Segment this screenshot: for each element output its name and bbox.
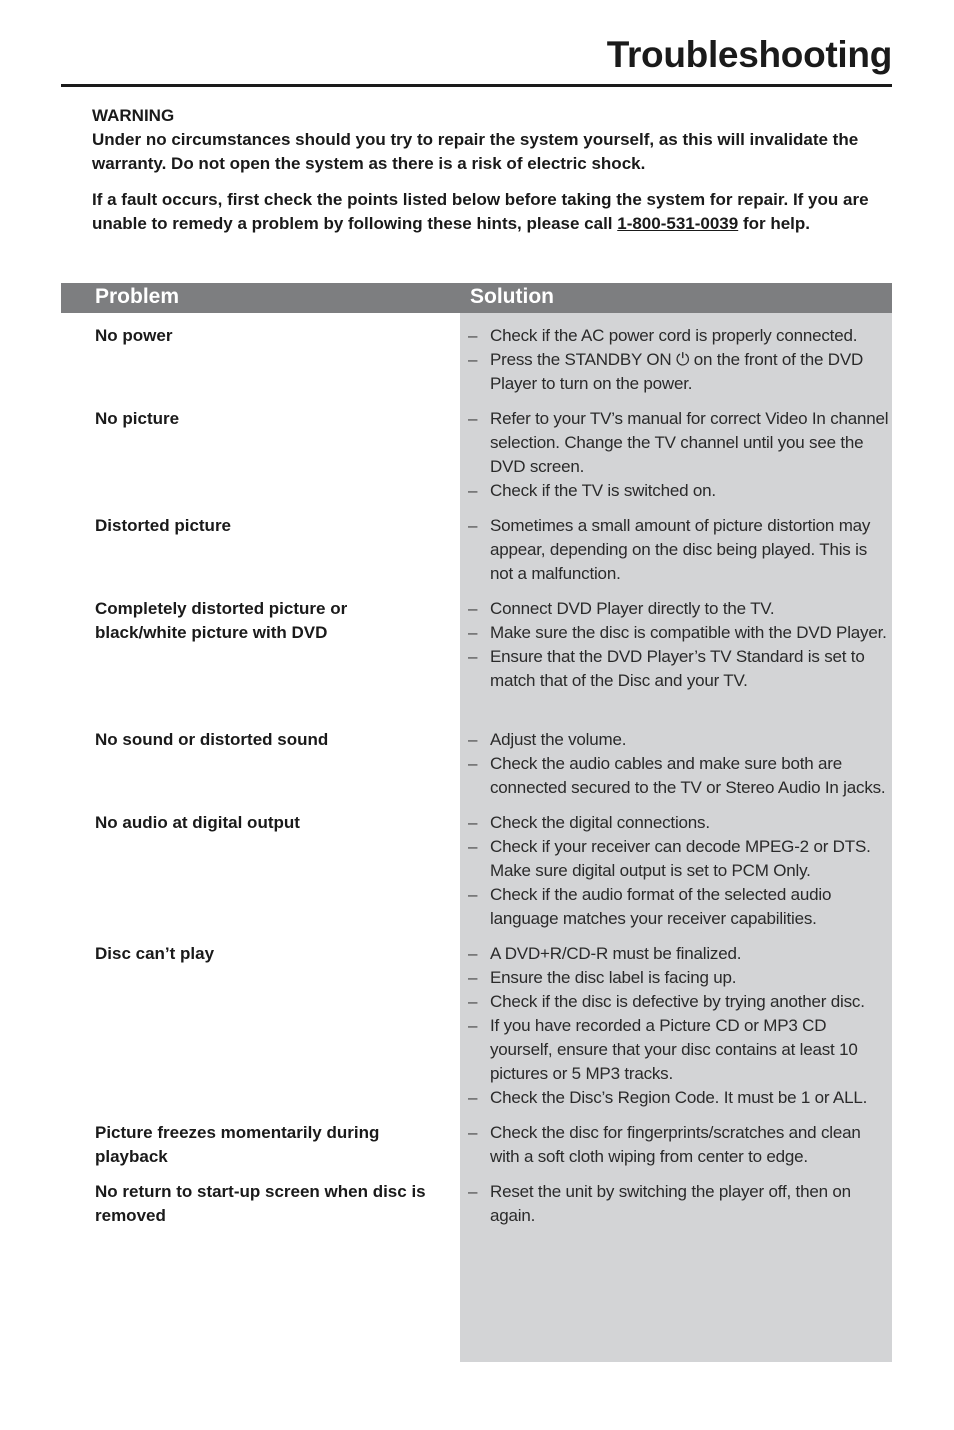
help-phone-number: 1-800-531-0039 <box>617 214 739 233</box>
solution-list <box>468 514 892 586</box>
problem-cell: Distorted picture <box>95 516 232 535</box>
solution-item: – Check if the AC power cord is properly connected. <box>468 324 892 348</box>
solution-item: – Reset the unit by switching the player off, then on again. <box>468 1180 892 1228</box>
solution-list <box>468 597 892 693</box>
help-intro-end: for help. <box>738 214 810 233</box>
solution-list <box>468 728 892 800</box>
problem-cell: No return to start-up screen when disc is removed <box>95 1182 426 1225</box>
problem-column-header: Problem <box>95 285 180 308</box>
solution-item: – Check if the TV is switched on. <box>468 479 892 503</box>
solution-item: – Press the STANDBY ON ⏻ on the front of the DVD Player to turn on the power. <box>468 348 892 396</box>
solution-list <box>468 1180 892 1228</box>
solution-item: – Sometimes a small amount of picture distortion may appear, depending on the disc being played. This is not a malfunction. <box>468 514 892 586</box>
solution-list <box>468 407 892 503</box>
help-intro-text: If a fault occurs, first check the points listed below before taking the system for repair. If you are unable to remedy a problem by following these hints, please call <box>92 190 869 233</box>
solution-item: – Adjust the volume. <box>468 728 892 752</box>
page-title: Troubleshooting <box>606 34 892 75</box>
solution-item: – If you have recorded a Picture CD or MP3 CD yourself, ensure that your disc contains at least 10 pictures or 5 MP3 tracks. <box>468 1014 892 1086</box>
solution-list <box>468 1121 892 1169</box>
warning-block <box>92 104 892 236</box>
solution-item: – Ensure the disc label is facing up. <box>468 966 892 990</box>
solution-item: – Check if your receiver can decode MPEG-2 or DTS. Make sure digital output is set to PCM Only. <box>468 835 892 883</box>
title-rule <box>61 84 892 87</box>
solution-item: – Refer to your TV’s manual for correct Video In channel selection. Change the TV channel until you see the DVD screen. <box>468 407 892 479</box>
table-header <box>61 283 892 313</box>
help-intro <box>92 188 892 236</box>
solution-item: – Connect DVD Player directly to the TV. <box>468 597 892 621</box>
problem-cell: Disc can’t play <box>95 944 215 963</box>
problem-cell: Completely distorted picture or black/white picture with DVD <box>95 599 348 642</box>
problem-cell: No power <box>95 326 173 345</box>
solution-item: – Make sure the disc is compatible with the DVD Player. <box>468 621 892 645</box>
problem-cell: Picture freezes momentarily during playback <box>95 1123 380 1166</box>
warning-text: Under no circumstances should you try to repair the system yourself, as this will invalidate the warranty. Do not open the system as there is a risk of electric shock. <box>92 130 859 173</box>
solution-item: – Check the disc for fingerprints/scratches and clean with a soft cloth wiping from center to edge. <box>468 1121 892 1169</box>
problem-cell: No audio at digital output <box>95 813 300 832</box>
problem-cell: No picture <box>95 409 180 428</box>
solution-item: – A DVD+R/CD-R must be finalized. <box>468 942 892 966</box>
solution-item: – Check the audio cables and make sure both are connected secured to the TV or Stereo Audio In jacks. <box>468 752 892 800</box>
solution-column-header: Solution <box>470 285 554 308</box>
solution-list <box>468 811 892 931</box>
solution-item: – Check if the disc is defective by trying another disc. <box>468 990 892 1014</box>
solution-list <box>468 324 892 396</box>
solution-item: – Ensure that the DVD Player’s TV Standard is set to match that of the Disc and your TV. <box>468 645 892 693</box>
problem-cell: No sound or distorted sound <box>95 730 329 749</box>
solution-item: – Check the Disc’s Region Code. It must be 1 or ALL. <box>468 1086 892 1110</box>
solution-list <box>468 942 892 1110</box>
warning-heading: WARNING <box>92 106 175 125</box>
solution-item: – Check if the audio format of the selected audio language matches your receiver capabilities. <box>468 883 892 931</box>
solution-item: – Check the digital connections. <box>468 811 892 835</box>
